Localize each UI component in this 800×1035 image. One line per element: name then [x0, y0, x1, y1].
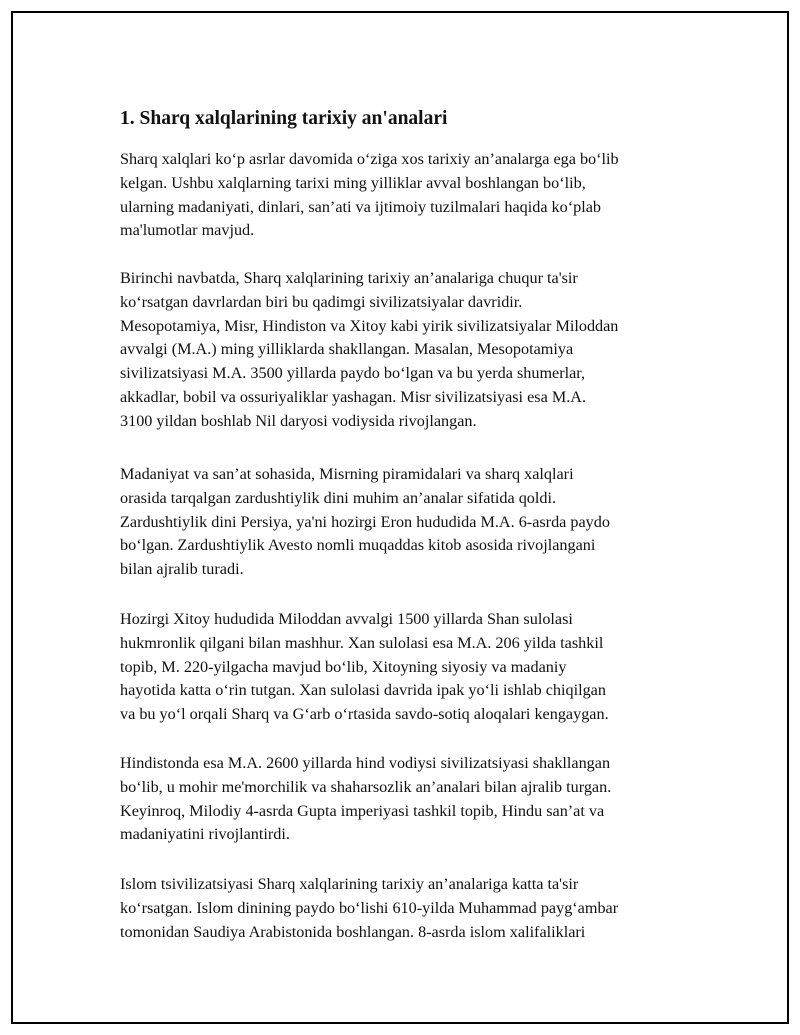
- paragraph-4: [120, 608, 609, 727]
- text-line: 3100 yildan boshlab Nil daryosi vodiysida rivojlangan.: [120, 411, 477, 430]
- paragraph-2: [120, 267, 618, 434]
- text-line: bilan ajralib turadi.: [120, 560, 244, 579]
- text-line: koʻrsatgan. Islom dinining paydo boʻlishi 610-yilda Muhammad paygʻambar: [120, 898, 619, 917]
- text-line: ma'lumotlar mavjud.: [120, 221, 255, 240]
- text-line: Sharq xalqlari koʻp asrlar davomida oʻziga xos tarixiy an’analarga ega boʻlib: [120, 150, 619, 168]
- text-line: madaniyatini rivojlantirdi.: [120, 825, 290, 844]
- text-line: Zardushtiylik dini Persiya, ya'ni hozirgi Eron hududida M.A. 6-asrda paydo: [120, 512, 610, 531]
- text-line: koʻrsatgan davrlardan biri bu qadimgi sivilizatsiyalar davridir.: [120, 292, 523, 311]
- text-line: hayotida katta oʻrin tutgan. Xan sulolasi davrida ipak yoʻli ishlab chiqilgan: [120, 681, 606, 700]
- text-line: hukmronlik qilgani bilan mashhur. Xan sulolasi esa M.A. 206 yilda tashkil: [120, 633, 604, 652]
- text-line: akkadlar, bobil va ossuriyaliklar yashagan. Misr sivilizatsiyasi esa M.A.: [120, 387, 586, 406]
- text-line: Mesopotamiya, Misr, Hindiston va Xitoy kabi yirik sivilizatsiyalar Miloddan: [120, 316, 619, 335]
- text-line: ularning madaniyati, dinlari, san’ati va ijtimoiy tuzilmalari haqida koʻplab: [120, 197, 601, 216]
- paragraph-1: [120, 148, 619, 243]
- text-line: va bu yoʻl orqali Sharq va Gʻarb oʻrtasida savdo-sotiq aloqalari kengaygan.: [120, 705, 609, 724]
- text-line: boʻlib, u mohir me'morchilik va shaharsozlik an’analari bilan ajralib turgan.: [120, 777, 612, 796]
- text-line: orasida tarqalgan zardushtiylik dini muhim an’analar sifatida qoldi.: [120, 488, 557, 507]
- paragraph-5: [120, 752, 611, 847]
- text-line: kelgan. Ushbu xalqlarning tarixi ming yilliklar avval boshlangan boʻlib,: [120, 173, 586, 192]
- paragraph-3: [120, 463, 610, 582]
- text-line: avvalgi (M.A.) ming yilliklarda shakllangan. Masalan, Mesopotamiya: [120, 340, 574, 359]
- text-line: Hindistonda esa M.A. 2600 yillarda hind vodiysi sivilizatsiyasi shakllangan: [120, 754, 611, 772]
- page-frame: [11, 11, 789, 1024]
- text-line: tomonidan Saudiya Arabistonida boshlangan. 8-asrda islom xalifaliklari: [120, 922, 586, 941]
- section-heading: 1. Sharq xalqlarining tarixiy an'analari: [120, 108, 448, 129]
- text-line: Hozirgi Xitoy hududida Miloddan avvalgi 1500 yillarda Shan sulolasi: [120, 610, 573, 628]
- text-line: topib, M. 220-yilgacha mavjud boʻlib, Xitoyning siyosiy va madaniy: [120, 657, 567, 676]
- text-line: Madaniyat va san’at sohasida, Misrning piramidalari va sharq xalqlari: [120, 465, 574, 483]
- text-line: Keyinroq, Milodiy 4-asrda Gupta imperiyasi tashkil topib, Hindu san’at va: [120, 801, 605, 820]
- text-line: Islom tsivilizatsiyasi Sharq xalqlarining tarixiy an’analariga katta ta'sir: [120, 875, 579, 893]
- text-line: boʻlgan. Zardushtiylik Avesto nomli muqaddas kitob asosida rivojlangani: [120, 536, 596, 555]
- paragraph-6: [120, 873, 618, 944]
- text-line: Birinchi navbatda, Sharq xalqlarining tarixiy an’analariga chuqur ta'sir: [120, 269, 578, 287]
- text-line: sivilizatsiyasi M.A. 3500 yillarda paydo boʻlgan va bu yerda shumerlar,: [120, 364, 586, 383]
